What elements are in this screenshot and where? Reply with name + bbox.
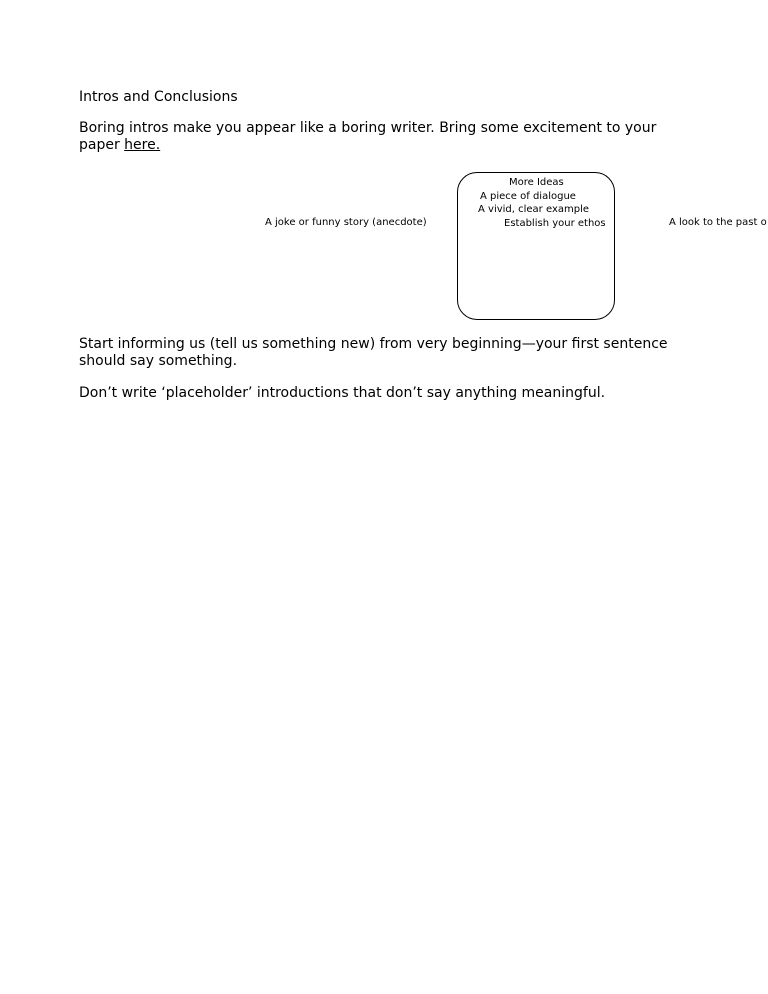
inform-paragraph: Start informing us (tell us something new) from very beginning—your first sentence should say something.: [79, 336, 668, 369]
here-link[interactable]: here.: [124, 137, 161, 153]
idea-item-ethos: Establish your ethos: [504, 218, 606, 229]
idea-item-dialogue: A piece of dialogue: [480, 191, 576, 202]
intro-paragraph: [79, 120, 679, 154]
idea-item-example: A vivid, clear example: [478, 204, 590, 215]
more-ideas-box: [457, 172, 615, 320]
more-ideas-title: More Ideas: [509, 177, 564, 188]
placeholder-paragraph: Don’t write ‘placeholder’ introductions that don’t say anything meaningful.: [79, 385, 606, 401]
anecdote-note: A joke or funny story (anecdote): [265, 217, 427, 228]
page-heading: Intros and Conclusions: [79, 89, 238, 105]
past-note: A look to the past o: [669, 217, 767, 228]
intro-text: Boring intros make you appear like a boring writer. Bring some excitement to your paper: [79, 120, 657, 153]
